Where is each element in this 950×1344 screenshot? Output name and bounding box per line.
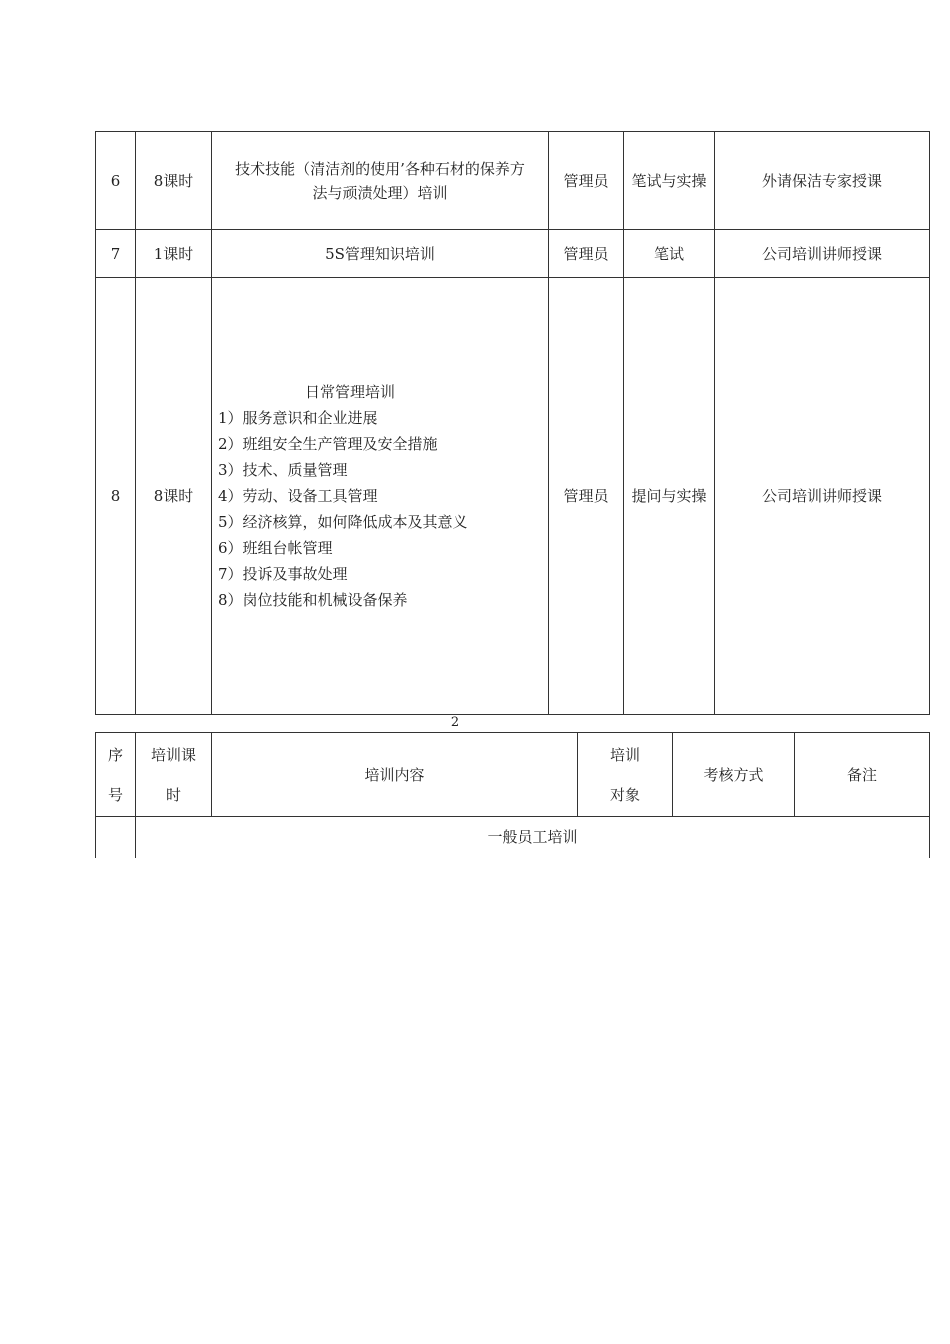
- list-item: 8）岗位技能和机械设备保养: [218, 591, 408, 609]
- list-item: 5）经济核算，如何降低成本及其意义: [218, 513, 468, 531]
- row-target: 管理员: [549, 278, 624, 715]
- row-assessment: 笔试: [624, 230, 715, 278]
- header-hours: [136, 733, 212, 817]
- content-line: 技术技能（清洁剂的使用’各种石材的保养方: [235, 159, 525, 178]
- section-title: 一般员工培训: [136, 817, 930, 897]
- list-item: 2）班组安全生产管理及安全措施: [218, 435, 438, 453]
- row-target: 管理员: [549, 230, 624, 278]
- header-assessment: 考核方式: [673, 733, 795, 817]
- table-row: [96, 132, 930, 230]
- row-content: [212, 132, 549, 230]
- header-line: 时: [165, 785, 181, 804]
- row-index: 8: [96, 278, 136, 715]
- row-content: 5S管理知识培训: [212, 230, 549, 278]
- table-row: [96, 230, 930, 278]
- row-assessment: 提问与实操: [624, 278, 715, 715]
- row-index: 6: [96, 132, 136, 230]
- training-table-continued: [95, 131, 930, 715]
- page-number: 2: [450, 715, 460, 730]
- list-item: 6）班组台帐管理: [218, 539, 333, 557]
- list-item: 7）投诉及事故处理: [218, 565, 348, 583]
- table-row: [96, 278, 930, 715]
- page-blank-area: [0, 858, 950, 1344]
- row-index: 7: [96, 230, 136, 278]
- row-assessment: 笔试与实操: [624, 132, 715, 230]
- header-line: 培训课: [150, 745, 196, 764]
- header-line: 对象: [609, 785, 640, 804]
- row-hours: 1课时: [136, 230, 212, 278]
- content-title: 日常管理培训: [304, 383, 395, 401]
- content-line: 法与顽渍处理）培训: [312, 183, 448, 202]
- content-list: [218, 405, 542, 613]
- row-note: 公司培训讲师授课: [715, 278, 930, 715]
- header-line: 培训: [609, 745, 640, 764]
- header-target: [578, 733, 673, 817]
- header-index: [96, 733, 136, 817]
- header-note: 备注: [795, 733, 930, 817]
- list-item: 4）劳动、设备工具管理: [218, 487, 378, 505]
- row-hours: 8课时: [136, 132, 212, 230]
- table-header-row: [96, 733, 930, 817]
- row-hours: 8课时: [136, 278, 212, 715]
- row-target: 管理员: [549, 132, 624, 230]
- header-line: 号: [107, 785, 123, 804]
- row-content: [212, 278, 549, 715]
- row-note: 公司培训讲师授课: [715, 230, 930, 278]
- header-content: 培训内容: [212, 733, 578, 817]
- header-line: 序: [107, 745, 123, 764]
- list-item: 1）服务意识和企业进展: [218, 409, 378, 427]
- list-item: 3）技术、质量管理: [218, 461, 348, 479]
- row-note: 外请保洁专家授课: [715, 132, 930, 230]
